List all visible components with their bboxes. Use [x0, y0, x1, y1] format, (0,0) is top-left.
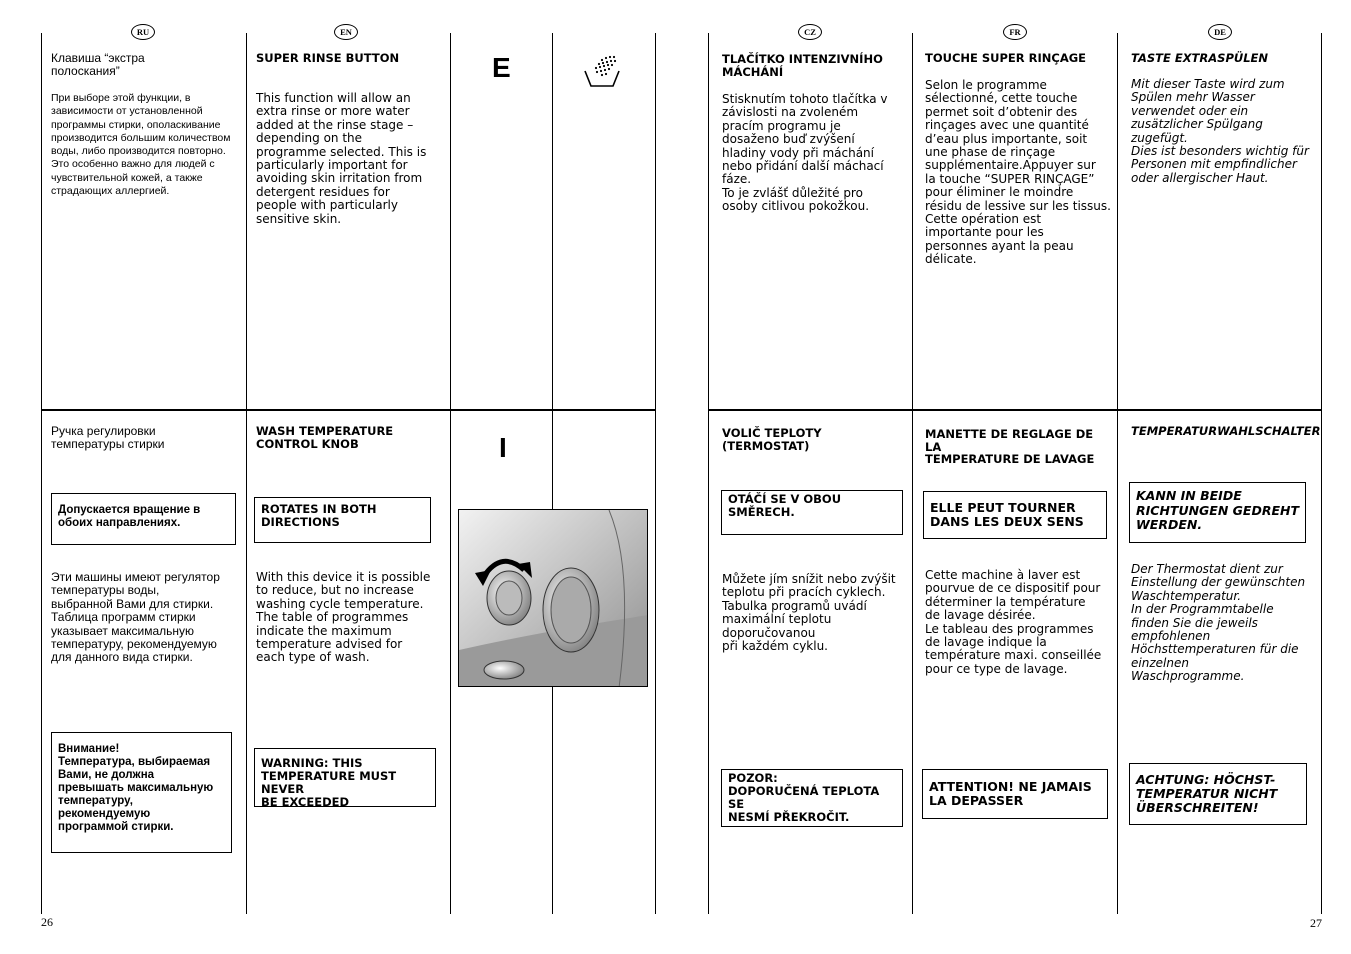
ru-rotation-note-box: Допускается вращение в обоих направлениях.	[51, 493, 236, 545]
cz-super-rinse-title: TLAČÍTKO INTENZIVNÍHO MÁCHÁNÍ	[722, 52, 883, 79]
en-temperature-body: With this device it is possible to reduce, but no increase washing cycle temperature. The table of programmes indicate the maximum temperature advised for each type of wash.	[256, 570, 431, 665]
en-warning-box: WARNING: THIS TEMPERATURE MUST NEVER BE EXCEEDED	[254, 748, 436, 807]
column-divider	[655, 33, 656, 914]
column-divider	[1117, 33, 1118, 914]
cz-super-rinse-body: Stisknutím tohoto tlačítka v závislosti na zvoleném pracím programu je dosaženo buď zvýšení hladiny vody při máchání nebo přidání další máchací fáze. To je zvlášť důležité pro osoby citlivou pokožkou.	[722, 92, 888, 214]
page-number-right: 27	[1310, 916, 1322, 930]
ru-super-rinse-title: Клавиша “экстра полоскания”	[51, 51, 145, 79]
language-badge-fr: FR	[1003, 24, 1027, 40]
section-divider	[41, 409, 656, 411]
cz-temperature-body: Můžete jím snížit nebo zvýšit teplotu při pracích cyklech. Tabulka programů uvádí maximální teplotu doporučovanou při každém cyklu.	[722, 572, 896, 654]
language-badge-cz: CZ	[798, 24, 822, 40]
cz-warning-box: POZOR: DOPORUČENÁ TEPLOTA SE NESMÍ PŘEKROČIT.	[721, 769, 903, 827]
section-divider	[708, 409, 1322, 411]
fr-super-rinse-title: TOUCHE SUPER RINÇAGE	[925, 51, 1087, 65]
ru-warning-box: Внимание! Температура, выбираемая Вами, не должна превышать максимальную температуру, рекомендуемую программой стирки.	[51, 732, 232, 853]
de-rotation-note-box: KANN IN BEIDE RICHTUNGEN GEDREHT WERDEN.	[1129, 482, 1306, 543]
de-super-rinse-title: TASTE EXTRASPÜLEN	[1131, 51, 1269, 65]
ru-super-rinse-body: При выборе этой функции, в зависимости от установленной программы стирки, ополаскивание производится большим количеством воды, либо производится повторно. Это особенно важно для людей с чувствительной кожей, а также страдающих аллергией.	[51, 92, 231, 198]
ru-temperature-body: Эти машины имеют регулятор температуры воды, выбранной Вами для стирки. Таблица программ стирки указывает максимальную температуру, рекомендуемую для данного вида стирки.	[51, 570, 220, 665]
fr-warning-box: ATTENTION! NE JAMAIS LA DEPASSER	[922, 769, 1108, 819]
fr-super-rinse-body: Selon le programme sélectionné, cette touche permet soit d’obtenir des rinçages avec une quantité d’eau plus importante, soit une phase de rinçage supplémentaire.Appuyer sur la touche “SUPER RINÇAGE” pour éliminer le moindre résidu de lessive sur les tissus. Cette opération est importante pour les personnes ayant la peau délicate.	[925, 78, 1111, 267]
column-divider	[708, 33, 709, 914]
section-letter-i: I	[499, 432, 507, 463]
language-badge-ru: RU	[131, 24, 155, 40]
de-temperature-title: TEMPERATURWAHLSCHALTER	[1131, 424, 1321, 438]
temperature-knob-illustration	[458, 509, 648, 687]
section-letter-e: E	[492, 52, 511, 83]
column-divider	[41, 33, 42, 914]
fr-temperature-body: Cette machine à laver est pourvue de ce dispositif pour déterminer la température de lavage désirée. Le tableau des programmes de lavage indique la température maxi. conseillée pour ce type de lavage.	[925, 568, 1102, 676]
column-divider	[912, 33, 913, 914]
de-super-rinse-body: Mit dieser Taste wird zum Spülen mehr Wasser verwendet oder ein zusätzlicher Spülgang zugefügt. Dies ist besonders wichtig für Personen mit empfindlicher oder allergischer Haut.	[1131, 77, 1309, 185]
en-rotation-note-box: ROTATES IN BOTH DIRECTIONS	[254, 497, 431, 543]
ru-temperature-title: Ручка регулировки температуры стирки	[51, 424, 165, 452]
column-divider	[246, 33, 247, 914]
shower-rinse-icon	[582, 54, 622, 90]
fr-temperature-title: MANETTE DE REGLAGE DE LA TEMPERATURE DE LAVAGE	[925, 427, 1095, 466]
column-divider	[1321, 33, 1322, 914]
en-super-rinse-body: This function will allow an extra rinse or more water added at the rinse stage – depending on the programme selected. This is particularly important for avoiding skin irritation from detergent residues for people with particularly sensitive skin.	[256, 91, 427, 226]
column-divider	[552, 33, 553, 914]
en-temperature-title: WASH TEMPERATURE CONTROL KNOB	[256, 424, 394, 451]
de-warning-box: ACHTUNG: HÖCHST- TEMPERATUR NICHT ÜBERSCHREITEN!	[1129, 763, 1307, 825]
language-badge-de: DE	[1208, 24, 1232, 40]
cz-rotation-note-box: OTÁČÍ SE V OBOU SMĚRECH.	[721, 490, 903, 535]
page-number-left: 26	[41, 915, 53, 929]
cz-temperature-title: VOLIČ TEPLOTY (TERMOSTAT)	[722, 426, 822, 453]
column-divider	[450, 33, 451, 914]
rotation-arrow-icon	[474, 548, 534, 588]
en-super-rinse-title: SUPER RINSE BUTTON	[256, 51, 400, 65]
fr-rotation-note-box: ELLE PEUT TOURNER DANS LES DEUX SENS	[923, 491, 1107, 539]
language-badge-en: EN	[334, 24, 358, 40]
de-temperature-body: Der Thermostat dient zur Einstellung der gewünschten Waschtemperatur. In der Programmtabelle finden Sie die jeweils empfohlenen Höchsttemperaturen für die einzelnen Waschprogramme.	[1131, 562, 1306, 684]
